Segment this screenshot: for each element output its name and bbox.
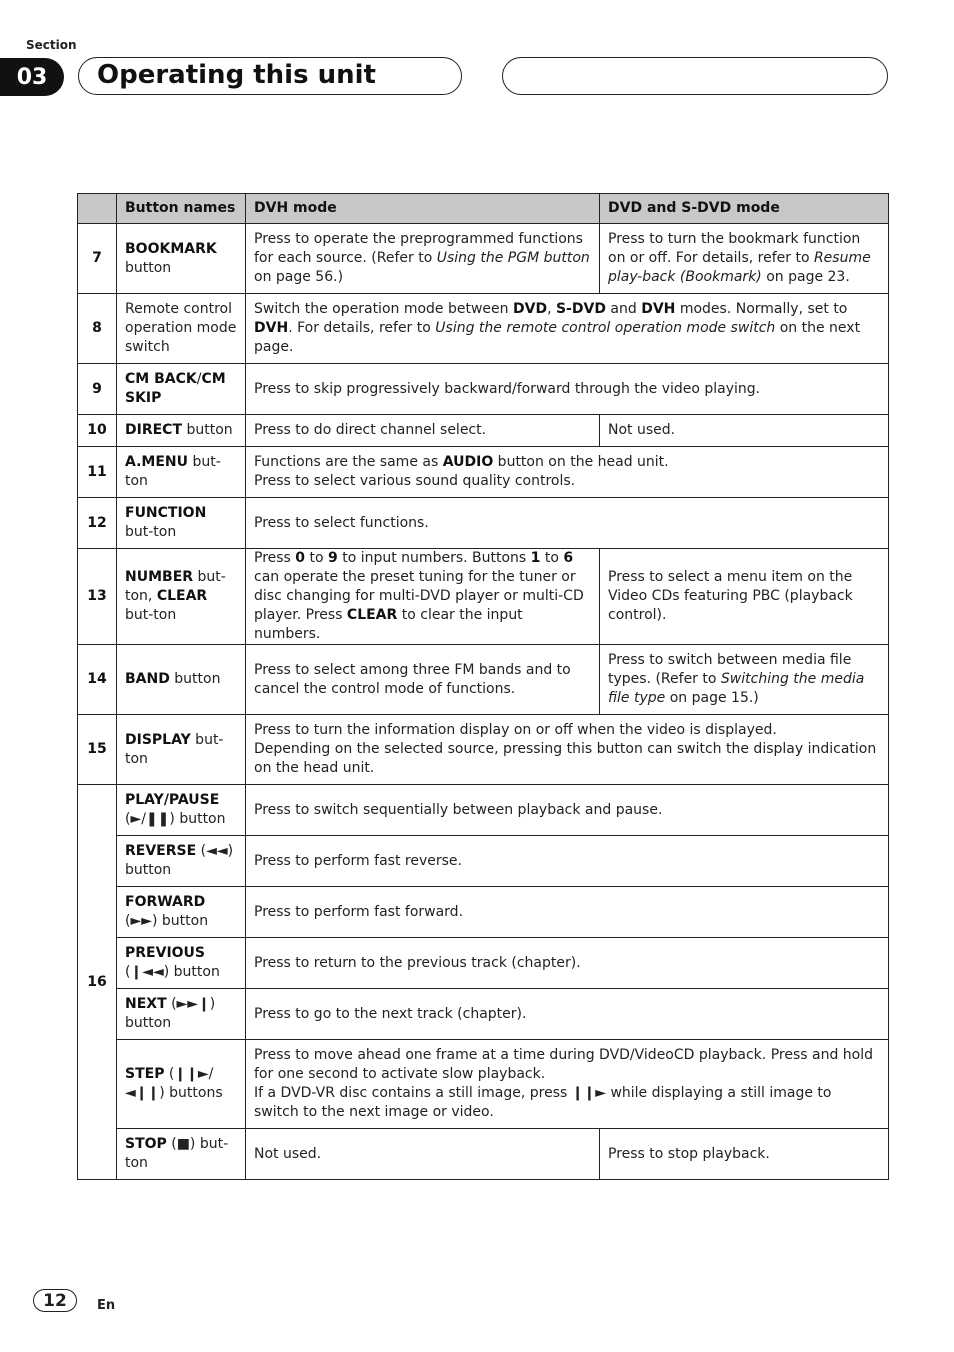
- dvd-description: Press to turn the bookmark function on or off. For details, refer to Resume play-back (Bookmark) on page 23.: [600, 224, 889, 294]
- row-number: 7: [78, 224, 117, 294]
- description: Press to move ahead one frame at a time during DVD/VideoCD playback. Press and hold for one second to activate slow playback. If a DVD-VR disc contains a still image, press ❙❙► while displaying a still image to switch to the next image or video.: [246, 1040, 889, 1129]
- header-cell: DVD and S-DVD mode: [600, 194, 889, 224]
- row-number: 8: [78, 294, 117, 364]
- table-row: [78, 645, 889, 715]
- table-row: [78, 415, 889, 447]
- description: Press to go to the next track (chapter).: [246, 989, 889, 1040]
- header-cell: [78, 194, 117, 224]
- row-number: 14: [78, 645, 117, 715]
- button-name: REVERSE (◄◄) button: [117, 836, 246, 887]
- dvh-description: Not used.: [246, 1129, 600, 1180]
- button-name: NUMBER but-ton, CLEAR but-ton: [117, 549, 246, 645]
- dvd-description: Press to switch between media file types. (Refer to Switching the media file type on page 15.): [600, 645, 889, 715]
- table-row: [78, 498, 889, 549]
- header-cell: DVH mode: [246, 194, 600, 224]
- button-name: CM BACK/CM SKIP: [117, 364, 246, 415]
- section-label: Section: [26, 38, 77, 52]
- table-row: [78, 938, 889, 989]
- description: Press to switch sequentially between playback and pause.: [246, 785, 889, 836]
- dvh-description: Press 0 to 9 to input numbers. Buttons 1 to 6 can operate the preset tuning for the tuner or disc changing for multi-DVD player or multi-CD player. Press CLEAR to clear the input numbers.: [246, 549, 600, 645]
- row-number: 16: [78, 785, 117, 1180]
- dvd-description: Press to stop playback.: [600, 1129, 889, 1180]
- row-number: 9: [78, 364, 117, 415]
- button-name: STOP (■) but-ton: [117, 1129, 246, 1180]
- description: Press to turn the information display on or off when the video is displayed. Depending on the selected source, pressing this button can switch the display indication on the head unit.: [246, 715, 889, 785]
- table-row: [78, 836, 889, 887]
- table-header-row: [78, 194, 889, 224]
- description: Press to select functions.: [246, 498, 889, 549]
- table-row: [78, 224, 889, 294]
- title-frame: [78, 57, 462, 95]
- row-number: 11: [78, 447, 117, 498]
- description: Press to perform fast reverse.: [246, 836, 889, 887]
- description: Functions are the same as AUDIO button on the head unit. Press to select various sound quality controls.: [246, 447, 889, 498]
- subtitle-frame: [502, 57, 888, 95]
- table-row: [78, 549, 889, 645]
- table-row: [78, 294, 889, 364]
- button-name: BAND button: [117, 645, 246, 715]
- button-table: [77, 193, 889, 1180]
- dvd-description: Not used.: [600, 415, 889, 447]
- description: Press to perform fast forward.: [246, 887, 889, 938]
- button-name: Remote control operation mode switch: [117, 294, 246, 364]
- table-row: [78, 1040, 889, 1129]
- table-row: [78, 989, 889, 1040]
- button-name: DISPLAY but-ton: [117, 715, 246, 785]
- table-row: [78, 447, 889, 498]
- table-row: [78, 1129, 889, 1180]
- table-row: [78, 887, 889, 938]
- table-row: [78, 364, 889, 415]
- row-number: 10: [78, 415, 117, 447]
- dvh-description: Press to operate the preprogrammed functions for each source. (Refer to Using the PGM button on page 56.): [246, 224, 600, 294]
- row-number: 15: [78, 715, 117, 785]
- button-name: BOOKMARK button: [117, 224, 246, 294]
- table-row: [78, 785, 889, 836]
- page-title: Operating this unit: [97, 60, 376, 90]
- button-name: PLAY/PAUSE (►/❚❚) button: [117, 785, 246, 836]
- dvh-description: Press to do direct channel select.: [246, 415, 600, 447]
- description: Press to skip progressively backward/forward through the video playing.: [246, 364, 889, 415]
- description: Press to return to the previous track (chapter).: [246, 938, 889, 989]
- page-number: 12: [33, 1289, 77, 1312]
- dvh-description: Press to select among three FM bands and to cancel the control mode of functions.: [246, 645, 600, 715]
- row-number: 12: [78, 498, 117, 549]
- dvd-description: Press to select a menu item on the Video CDs featuring PBC (playback control).: [600, 549, 889, 645]
- button-name: A.MENU but-ton: [117, 447, 246, 498]
- button-name: STEP (❙❙►/◄❙❙) buttons: [117, 1040, 246, 1129]
- button-name: FORWARD (►►) button: [117, 887, 246, 938]
- language-label: En: [97, 1298, 116, 1313]
- button-name: PREVIOUS (❙◄◄) button: [117, 938, 246, 989]
- button-name: FUNCTION but-ton: [117, 498, 246, 549]
- description: Switch the operation mode between DVD, S-DVD and DVH modes. Normally, set to DVH. For details, refer to Using the remote control operation mode switch on the next page.: [246, 294, 889, 364]
- header-cell: Button names: [117, 194, 246, 224]
- button-name: NEXT (►►❙) button: [117, 989, 246, 1040]
- button-name: DIRECT button: [117, 415, 246, 447]
- table-row: [78, 715, 889, 785]
- row-number: 13: [78, 549, 117, 645]
- section-number: 03: [0, 58, 64, 96]
